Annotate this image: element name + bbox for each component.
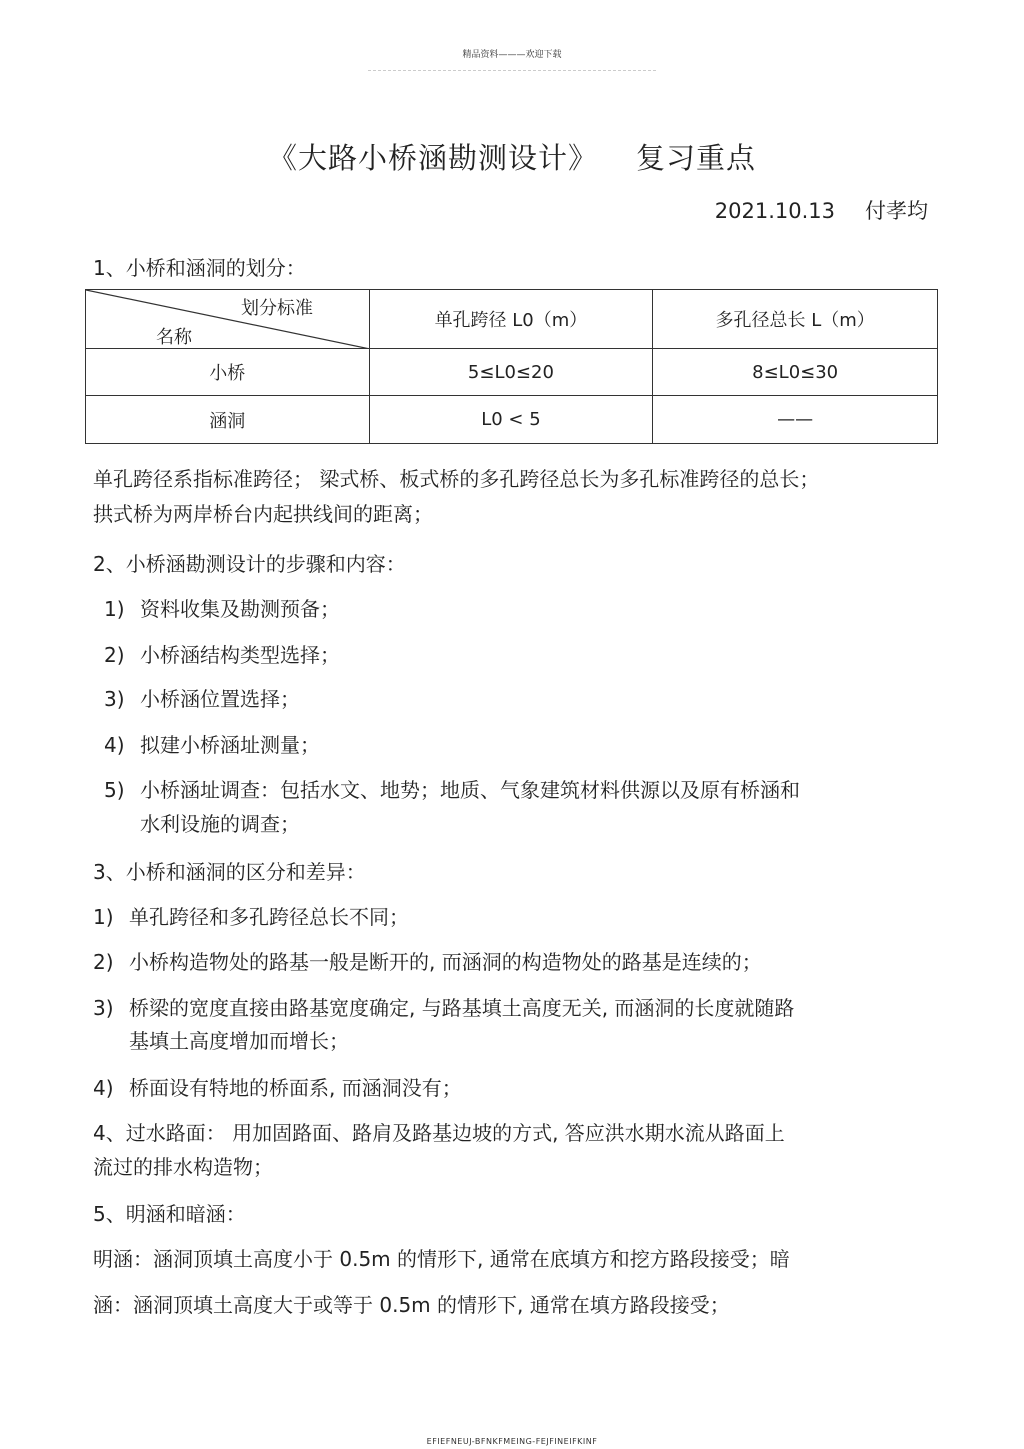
list-text-continued: 水利设施的调查； <box>140 812 300 836</box>
document-title <box>0 136 1024 177</box>
list-item <box>104 639 340 668</box>
list-text: 单孔跨径和多孔跨径总长不同； <box>129 905 409 929</box>
table-cell: 涵洞 <box>86 396 370 444</box>
diagonal-line <box>86 290 370 349</box>
list-text: 小桥涵位置选择； <box>140 687 300 711</box>
date: 2021.10.13 <box>714 199 835 223</box>
section-3-heading: 3、小桥和涵洞的区分和差异： <box>93 860 366 884</box>
corner-label-name: 名称 <box>156 327 192 348</box>
table-header-cell: 多孔径总长 L（m） <box>653 290 938 349</box>
corner-label-criteria: 划分标准 <box>241 298 313 319</box>
date-author-line <box>715 195 928 225</box>
section-4-line-1: 4、过水路面： 用加固路面、路肩及路基边坡的方式, 答应洪水期水流从路面上 <box>93 1121 785 1145</box>
title-tail: 复习重点 <box>636 141 757 175</box>
list-text: 拟建小桥涵址测量； <box>140 733 320 757</box>
list-number: 4) <box>93 1076 114 1100</box>
table-cell: 5≤L0≤20 <box>369 349 653 396</box>
page-header: 精品资料———欢迎下载 <box>462 50 562 60</box>
table-cell: 8≤L0≤30 <box>653 349 938 396</box>
table-cell: —— <box>653 396 938 444</box>
table-cell: 小桥 <box>86 349 370 396</box>
section-1-heading: 1、小桥和涵洞的划分： <box>93 256 306 280</box>
table-row <box>86 349 938 396</box>
list-item <box>93 992 794 1021</box>
note-line-2: 拱式桥为两岸桥台内起拱线间的距离； <box>93 502 433 526</box>
section-5-line-1: 明涵：涵洞顶填土高度小于 0.5m 的情形下, 通常在底填方和挖方路段接受；暗 <box>93 1247 790 1271</box>
list-item <box>93 901 409 930</box>
list-number: 5) <box>104 778 125 802</box>
page-footer: EFIEFNEUJ-BFNKFMEING-FEJFINEIFKINF <box>426 1437 598 1446</box>
author: 付孝均 <box>865 199 928 223</box>
header-divider <box>368 70 656 71</box>
list-text: 资料收集及勘测预备； <box>140 597 340 621</box>
list-item <box>104 683 300 712</box>
list-item <box>104 593 340 622</box>
title-main: 《大路小桥涵勘测设计》 <box>267 141 598 175</box>
list-number: 3) <box>93 996 114 1020</box>
table-header-cell: 单孔跨径 L0（m） <box>369 290 653 349</box>
list-item <box>104 729 320 758</box>
list-text-continued: 基填土高度增加而增长； <box>129 1029 349 1053</box>
list-text: 小桥涵址调查：包括水文、地势；地质、气象建筑材料供源以及原有桥涵和 <box>140 778 800 802</box>
section-5-heading: 5、明涵和暗涵： <box>93 1202 246 1226</box>
section-4-line-2: 流过的排水构造物； <box>93 1155 273 1179</box>
list-text: 桥梁的宽度直接由路基宽度确定, 与路基填土高度无关, 而涵洞的长度就随路 <box>129 996 795 1020</box>
list-text: 小桥构造物处的路基一般是断开的, 而涵洞的构造物处的路基是连续的； <box>129 950 762 974</box>
list-number: 2) <box>93 950 114 974</box>
table-row <box>86 396 938 444</box>
list-number: 3) <box>104 687 125 711</box>
section-5-line-2: 涵：涵洞顶填土高度大于或等于 0.5m 的情形下, 通常在填方路段接受； <box>93 1293 730 1317</box>
table-cell: L0 < 5 <box>369 396 653 444</box>
table-corner-cell <box>86 290 370 349</box>
list-item <box>104 774 800 803</box>
list-number: 2) <box>104 643 125 667</box>
list-number: 1) <box>104 597 125 621</box>
list-number: 4) <box>104 733 125 757</box>
list-item <box>93 946 762 975</box>
list-item <box>93 1072 462 1101</box>
note-line-1: 单孔跨径系指标准跨径； 梁式桥、板式桥的多孔跨径总长为多孔标准跨径的总长； <box>93 467 820 491</box>
list-text: 桥面设有特地的桥面系, 而涵洞没有； <box>129 1076 462 1100</box>
section-2-heading: 2、小桥涵勘测设计的步骤和内容： <box>93 552 406 576</box>
list-text: 小桥涵结构类型选择； <box>140 643 340 667</box>
classification-table <box>85 289 938 444</box>
list-number: 1) <box>93 905 114 929</box>
